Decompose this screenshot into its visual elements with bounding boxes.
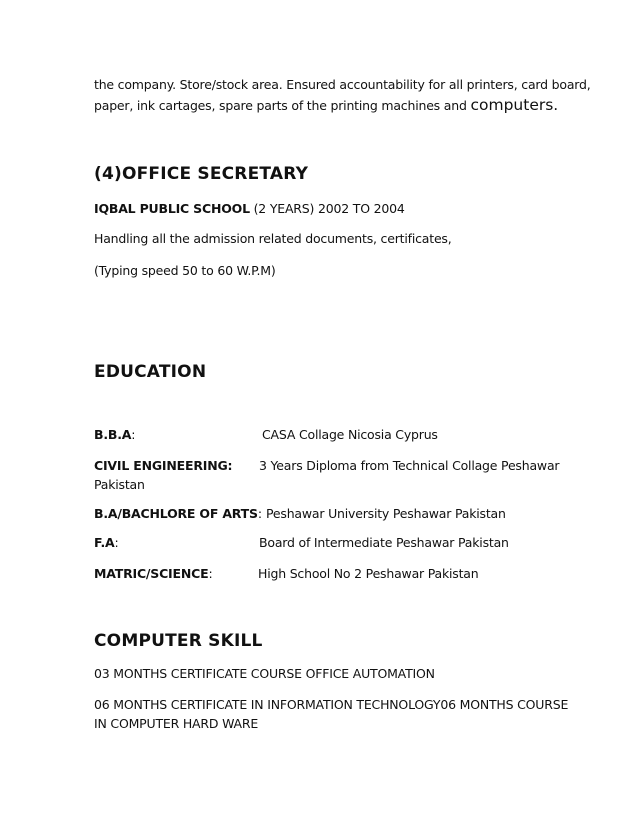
education-value: High School No 2 Peshawar Pakistan: [258, 566, 479, 581]
education-label: [94, 426, 135, 444]
intro-line-1-text: the company. Store/stock area. Ensured accountability for all printers, card board,: [94, 77, 591, 92]
education-label: [94, 505, 262, 523]
office-secretary-duty: [94, 230, 452, 248]
education-label-sep: :: [257, 506, 262, 521]
intro-line-2: [94, 96, 558, 115]
education-label-sep: :: [131, 427, 136, 442]
computer-skill-line-3: IN COMPUTER HARD WARE: [94, 716, 259, 731]
education-label: [94, 565, 212, 583]
education-label-text: MATRIC/SCIENCE: [94, 566, 209, 581]
intro-line-2-text: paper, ink cartages, spare parts of the printing machines and: [94, 98, 471, 113]
employment-period: (2 YEARS) 2002 TO 2004: [249, 201, 405, 216]
education-label-text: F.A: [94, 535, 115, 550]
office-secretary-typing: [94, 262, 276, 280]
education-value: Board of Intermediate Peshawar Pakistan: [259, 535, 509, 550]
typing-text: (Typing speed 50 to 60 W.P.M): [94, 263, 276, 278]
computer-skill-heading: COMPUTER SKILL: [94, 631, 263, 651]
computer-skill-line-1: 03 MONTHS CERTIFICATE COURSE OFFICE AUTOMATION: [94, 666, 435, 681]
office-secretary-heading: (4)OFFICE SECRETARY: [94, 164, 309, 184]
education-value: Peshawar University Peshawar Pakistan: [266, 506, 506, 521]
education-heading: EDUCATION: [94, 362, 207, 382]
education-label: [94, 457, 232, 475]
education-label: [94, 534, 119, 552]
education-label-text: B.A/BACHLORE OF ARTS: [94, 506, 258, 521]
intro-line-1: [94, 76, 591, 94]
education-label-sep: :: [114, 535, 119, 550]
duty-text: Handling all the admission related documents, certificates,: [94, 231, 452, 246]
intro-line-2-emphasis: computers.: [470, 96, 559, 114]
education-value: CASA Collage Nicosia Cyprus: [262, 427, 438, 442]
education-label-text: B.B.A: [94, 427, 132, 442]
computer-skill-line-2: 06 MONTHS CERTIFICATE IN INFORMATION TECHNOLOGY06 MONTHS COURSE: [94, 697, 569, 712]
education-value: 3 Years Diploma from Technical Collage Peshawar: [259, 458, 560, 473]
education-value-wrap: Pakistan: [94, 477, 145, 492]
office-secretary-employer: [94, 200, 405, 218]
education-label-sep: :: [208, 566, 213, 581]
employer-name: IQBAL PUBLIC SCHOOL: [94, 201, 250, 216]
education-label-text: CIVIL ENGINEERING:: [94, 458, 233, 473]
